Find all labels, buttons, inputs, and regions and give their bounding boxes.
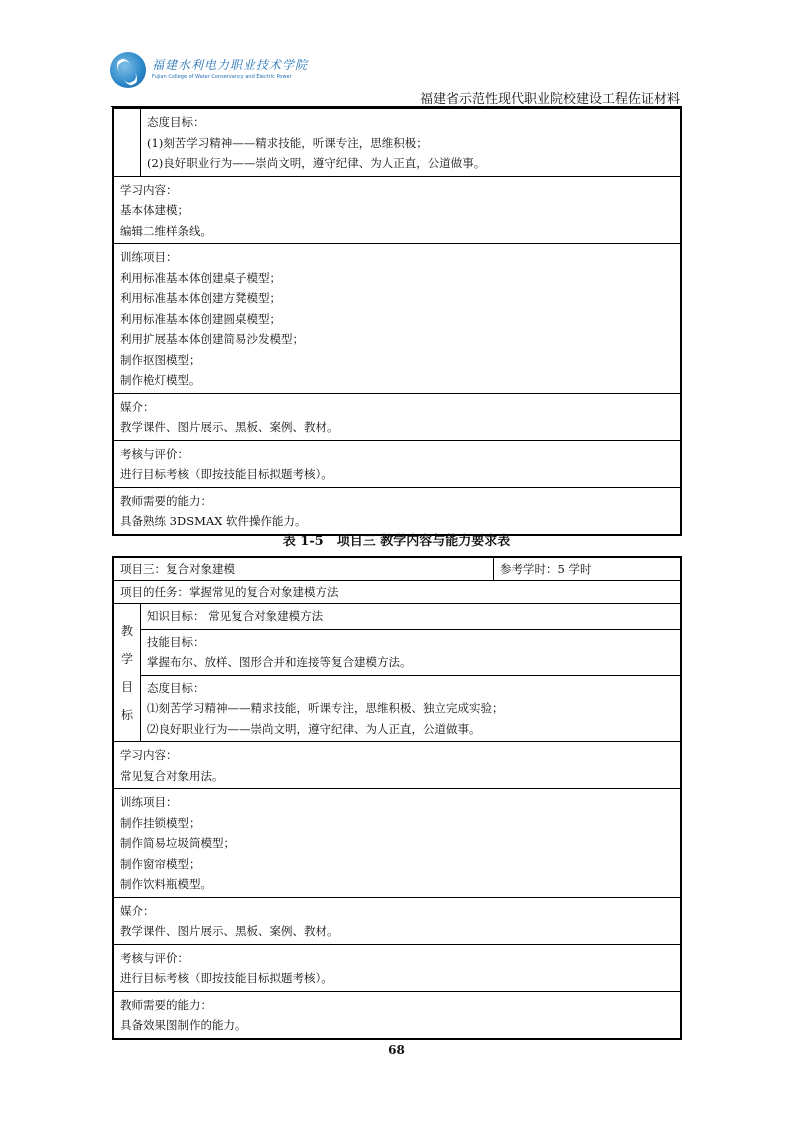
project-task-row	[114, 580, 680, 603]
section-title: 学习内容：	[120, 748, 178, 762]
knowledge-goal-cell	[141, 604, 680, 629]
page-header-title: 福建省示范性现代职业院校建设工程佐证材料	[419, 92, 680, 107]
training-item: 制作挂锁模型；	[120, 815, 201, 830]
goal-label-char: 目	[120, 680, 133, 695]
knowledge-goal: 知识目标： 常见复合对象建模方法	[147, 609, 324, 623]
section-title: 教师需要的能力：	[120, 493, 212, 508]
skill-title: 技能目标：	[147, 634, 205, 649]
college-logo	[110, 52, 309, 92]
project-three-table	[112, 556, 682, 1040]
teacher-ability-item: 具备效果图制作的能力。	[120, 1018, 247, 1032]
table-caption: 表 1-5 项目三 教学内容与能力要求表	[282, 534, 511, 549]
goal-label-char: 标	[120, 708, 133, 723]
attitude-item: ⑴刻苦学习精神——精求技能，听课专注，思维积极、独立完成实验；	[147, 701, 504, 715]
teacher-ability-item: 具备熟练 3DSMAX 软件操作能力。	[120, 514, 307, 528]
goal-label-char: 学	[120, 651, 133, 666]
media-item: 教学课件、图片展示、黑板、案例、教材。	[120, 924, 339, 938]
reference-hours: 参考学时：5 学时	[500, 562, 592, 576]
attitude-goal-cell	[141, 109, 680, 176]
content-item: 基本体建模；	[120, 203, 189, 217]
attitude-title: 态度目标：	[147, 680, 205, 695]
training-item: 制作抠图模型；	[120, 352, 201, 367]
assessment-item: 进行目标考核（即按技能目标拟题考核）。	[120, 467, 333, 481]
training-item: 利用标准基本体创建圆桌模型；	[120, 311, 281, 326]
learning-content-section	[114, 176, 680, 244]
attitude-item: (1)刻苦学习精神——精求技能，听课专注，思维积极；	[147, 135, 428, 150]
section-title: 训练项目：	[120, 795, 178, 809]
project-header-row	[114, 558, 680, 580]
assessment-section	[114, 944, 680, 991]
training-item: 利用标准基本体创建桌子模型；	[120, 270, 281, 285]
attitude-title: 态度目标：	[147, 115, 205, 129]
goal-label-char: 教	[120, 623, 133, 638]
section-title: 训练项目：	[120, 250, 178, 264]
section-title: 学习内容：	[120, 182, 178, 197]
media-section	[114, 393, 680, 440]
project-name: 项目三：复合对象建模	[114, 558, 494, 580]
teacher-ability-section	[114, 991, 680, 1038]
section-title: 教师需要的能力：	[120, 997, 212, 1012]
attitude-item: (2)良好职业行为——崇尚文明，遵守纪律、为人正直，公道做事。	[147, 156, 486, 170]
logo-english-name: Fujian College of Water Conservancy and Electric Power	[152, 74, 292, 80]
content-item: 编辑二维样条线。	[120, 223, 212, 238]
skill-item: 掌握布尔、放样、图形合并和连接等复合建模方法。	[147, 655, 412, 669]
logo-chinese-name: 福建水利电力职业技术学院	[152, 58, 309, 72]
training-item: 利用扩展基本体创建简易沙发模型；	[120, 332, 304, 346]
project-task: 项目的任务：掌握常见的复合对象建模方法	[120, 585, 339, 599]
section-title: 媒介：	[120, 399, 155, 414]
section-title: 媒介：	[120, 903, 155, 918]
teaching-goals-label	[114, 604, 141, 741]
training-item: 制作饮料瓶模型。	[120, 877, 212, 891]
training-item: 制作窗帘模型；	[120, 856, 201, 871]
table-continued	[112, 107, 682, 536]
attitude-goal-row	[114, 109, 680, 176]
assessment-section	[114, 440, 680, 487]
training-section	[114, 243, 680, 393]
page-number: 68	[388, 1043, 405, 1057]
attitude-item: ⑵良好职业行为——崇尚文明，遵守纪律、为人正直，公道做事。	[147, 721, 481, 736]
training-item: 制作简易垃圾筒模型；	[120, 836, 235, 850]
goal-label-cell	[114, 109, 141, 176]
content-item: 常见复合对象用法。	[120, 768, 224, 783]
section-title: 考核与评价：	[120, 446, 189, 461]
college-emblem-icon	[110, 52, 146, 88]
teaching-goals-items	[141, 604, 680, 741]
teaching-goals-block	[114, 603, 680, 741]
learning-content-section	[114, 741, 680, 788]
media-section	[114, 897, 680, 944]
training-section	[114, 788, 680, 897]
assessment-item: 进行目标考核（即按技能目标拟题考核）。	[120, 971, 333, 985]
section-title: 考核与评价：	[120, 950, 189, 965]
training-item: 制作桅灯模型。	[120, 373, 201, 387]
skill-goal-cell	[141, 629, 680, 675]
training-item: 利用标准基本体创建方凳模型；	[120, 291, 281, 305]
media-item: 教学课件、图片展示、黑板、案例、教材。	[120, 420, 339, 434]
teacher-ability-section	[114, 487, 680, 534]
attitude-goal-cell	[141, 675, 680, 742]
